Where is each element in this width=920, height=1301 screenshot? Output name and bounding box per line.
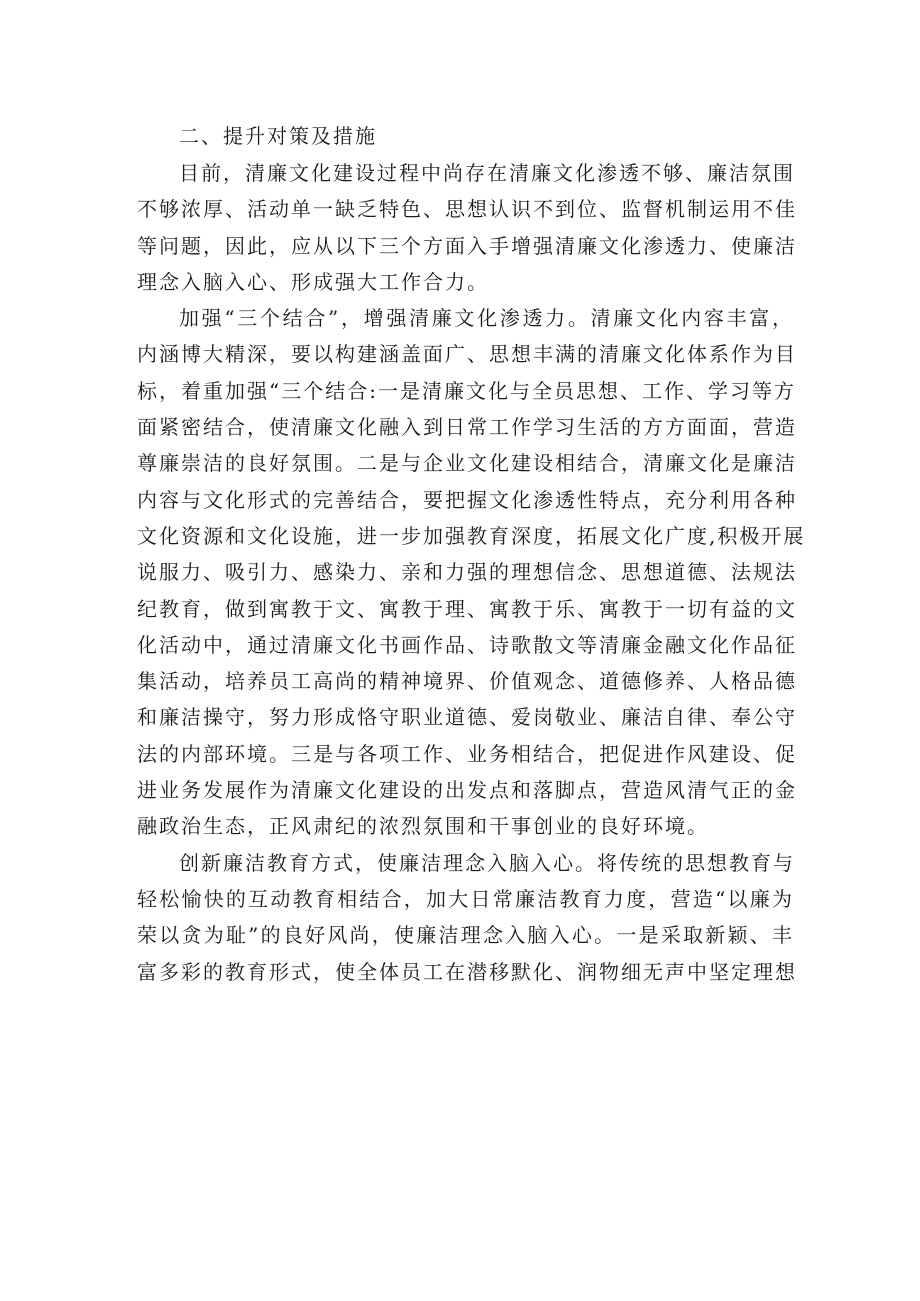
paragraph-line: 尊廉崇洁的良好氛围。二是与企业文化建设相结合，清廉文化是廉洁 <box>137 451 797 476</box>
paragraph-line: 内容与文化形式的完善结合，要把握文化渗透性特点，充分利用各种 <box>137 487 797 512</box>
paragraph-line: 加强“三个结合”，增强清廉文化渗透力。清廉文化内容丰富， <box>179 306 794 331</box>
paragraph-line: 内涵博大精深，要以构建涵盖面广、思想丰满的清廉文化体系作为目 <box>137 342 797 367</box>
paragraph-line: 说服力、吸引力、感染力、亲和力强的理想信念、思想道德、法规法 <box>137 560 797 585</box>
paragraph-line: 和廉洁操守，努力形成恪守职业道德、爱岗敬业、廉洁自律、奉公守 <box>137 705 797 730</box>
paragraph-line: 理念入脑入心、形成强大工作合力。 <box>137 269 489 294</box>
paragraph-line: 荣以贪为耻”的良好风尚，使廉洁理念入脑入心。一是采取新颖、丰 <box>137 923 794 948</box>
paragraph-intro <box>137 155 797 300</box>
paragraph-line: 文化资源和文化设施，进一步加强教育深度，拓展文化广度,积极开展 <box>137 523 806 548</box>
paragraph-line: 创新廉洁教育方式，使廉洁理念入脑入心。将传统的思想教育与 <box>179 850 795 875</box>
paragraph-line: 等问题，因此，应从以下三个方面入手增强清廉文化渗透力、使廉洁 <box>137 233 797 258</box>
paragraph-line: 目前，清廉文化建设过程中尚存在清廉文化渗透不够、廉洁氛围 <box>179 161 795 185</box>
paragraph-line: 标，着重加强“三个结合:一是清廉文化与全员思想、工作、学习等方 <box>137 378 796 403</box>
paragraph-integrity-education <box>137 845 797 990</box>
section-heading: 二、提升对策及措施 <box>179 124 377 148</box>
paragraph-line: 进业务发展作为清廉文化建设的出发点和落脚点，营造风清气正的金 <box>137 778 797 803</box>
paragraph-line: 纪教育，做到寓教于文、寓教于理、寓教于乐、寓教于一切有益的文 <box>137 596 797 621</box>
paragraph-line: 法的内部环境。三是与各项工作、业务相结合，把促进作风建设、促 <box>137 741 797 766</box>
paragraph-line: 集活动，培养员工高尚的精神境界、价值观念、道德修养、人格品德 <box>137 669 797 694</box>
paragraph-line: 化活动中，通过清廉文化书画作品、诗歌散文等清廉金融文化作品征 <box>137 632 797 657</box>
paragraph-line: 不够浓厚、活动单一缺乏特色、思想认识不到位、监督机制运用不佳 <box>137 197 797 222</box>
document-body <box>137 117 806 990</box>
paragraph-line: 富多彩的教育形式，使全体员工在潜移默化、润物细无声中坚定理想 <box>137 959 797 984</box>
paragraph-three-combinations <box>137 300 806 844</box>
paragraph-line: 轻松愉快的互动教育相结合，加大日常廉洁教育力度，营造“以廉为 <box>137 886 794 911</box>
paragraph-line: 面紧密结合，使清廉文化融入到日常工作学习生活的方方面面，营造 <box>137 415 797 440</box>
paragraph-line: 融政治生态，正风肃纪的浓烈氛围和干事创业的良好环境。 <box>137 814 709 839</box>
